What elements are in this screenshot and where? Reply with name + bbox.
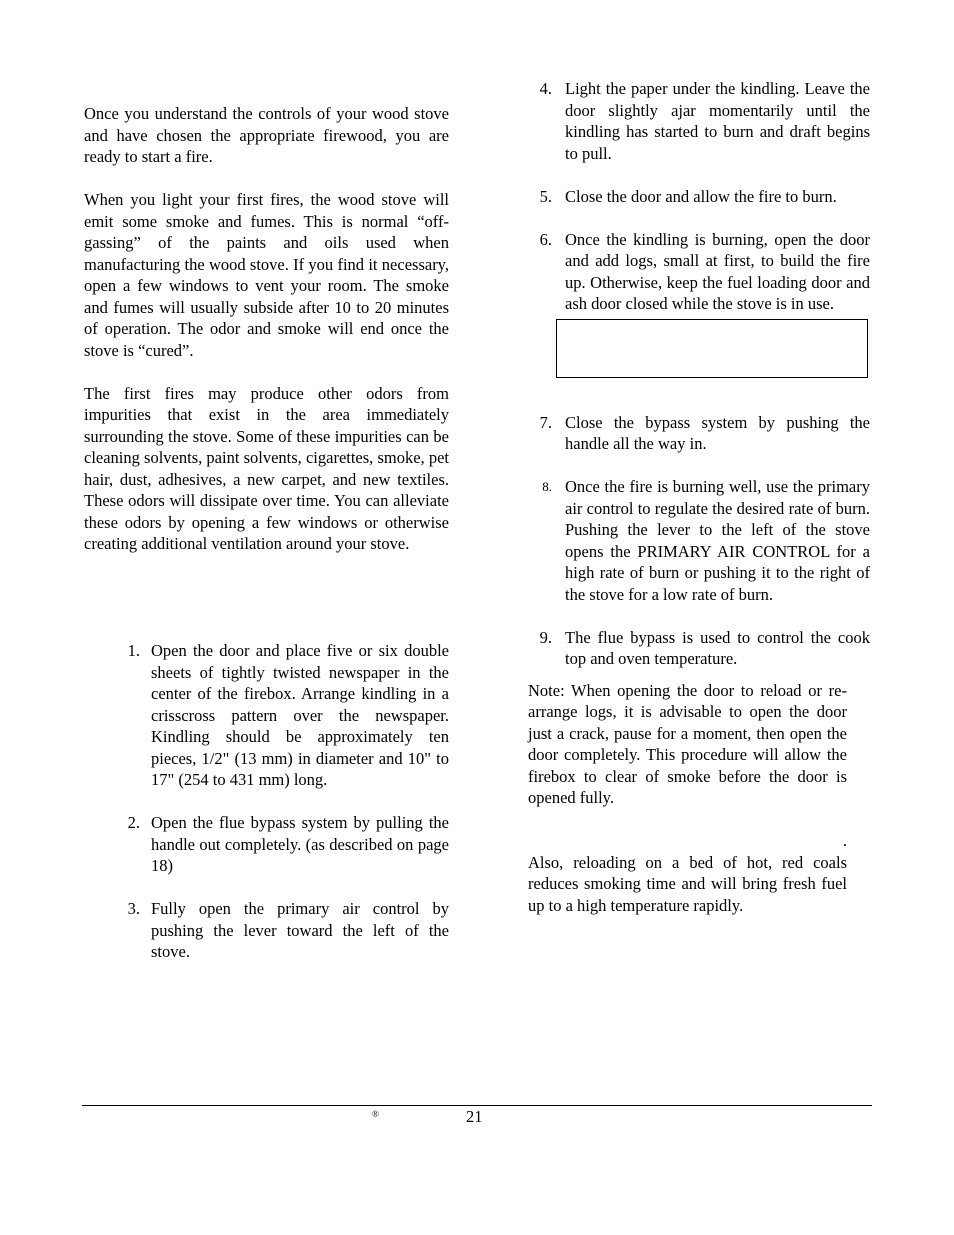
step-number: 8. [542, 479, 552, 494]
step-text: Light the paper under the kindling. Leave the door slightly ajar momentarily until the kindling has started to burn and draft begins to pull. [565, 79, 870, 163]
step-text: Close the bypass system by pushing the handle all the way in. [565, 412, 870, 453]
closing-paragraph: Also, reloading on a bed of hot, red coals reduces smoking time and will bring fresh fuel up to a high temperature rapidly. [528, 852, 847, 915]
page-number: 21 [466, 1107, 483, 1126]
step-number: 3. [127, 899, 140, 918]
step-text: Once the kindling is burning, open the door and add logs, small at first, to build the fire up. Otherwise, keep the fuel loading door and ash door closed while the stove is in use. [565, 229, 870, 313]
step-number: 6. [539, 229, 552, 249]
steps-list-right-b [528, 412, 870, 670]
step-number: 9. [539, 627, 552, 647]
step-1 [84, 640, 449, 791]
odors-paragraph: The first fires may produce other odors from impurities that exist in the area immediately surrounding the stove. Some of these impurities can be cleaning solvents, paint solvents, cigarettes, smoke, pet hair, dust, adhesives, a new carpet, and new textiles. These odors will dissipate over time. You can alleviate these odors by opening a few windows or otherwise creating additional ventilation around your stove. [84, 383, 449, 553]
warning-box [556, 319, 868, 378]
step-text: Once the fire is burning well, use the primary air control to regulate the desired rate of burn. Pushing the lever to the left of the stove opens the PRIMARY AIR CONTROL for a high rate of burn or pushing it to the right of the stove for a low rate of burn. [565, 477, 870, 604]
step-9 [528, 627, 870, 670]
steps-list-right-a [528, 78, 870, 315]
step-text: Close the door and allow the fire to burn. [565, 186, 837, 206]
box-spacer [528, 378, 870, 412]
step-number: 2. [127, 813, 140, 832]
off-gassing-paragraph: When you light your first fires, the wood stove will emit some smoke and fumes. This is normal “off-gassing” of the paints and oils used when manufacturing the wood stove. If you find it necessary, open a few windows to vent your room. The smoke and fumes will usually subside after 10 to 20 minutes of operation. The odor and smoke will end once the stove is “cured”. [84, 190, 449, 360]
step-number: 1. [127, 641, 140, 660]
step-text: Fully open the primary air control by pushing the lever toward the left of the stove. [151, 899, 449, 961]
right-column [528, 78, 870, 916]
step-text: Open the flue bypass system by pulling the handle out completely. (as described on page 18) [151, 813, 449, 875]
registered-mark: ® [372, 1109, 379, 1119]
step-number: 7. [539, 412, 552, 432]
step-4 [528, 78, 870, 164]
step-6 [528, 229, 870, 315]
left-column [84, 103, 449, 984]
step-number: 4. [539, 79, 552, 98]
step-2 [84, 812, 449, 877]
trailing-dot: . [842, 831, 847, 850]
step-text: The flue bypass is used to control the cook top and oven temperature. [565, 627, 870, 668]
step-7 [528, 412, 870, 455]
step-text: Open the door and place five or six double sheets of tightly twisted newspaper in the center of the firebox. Arrange kindling in a crisscross pattern over the newspaper. Kindling should be approximately ten pieces, 1/2" (13 mm) in diameter and 10" to 17" (254 to 431 mm) long. [151, 641, 449, 789]
step-8 [528, 476, 870, 605]
step-3 [84, 898, 449, 963]
steps-list-left [84, 640, 449, 963]
heading-space [84, 576, 449, 640]
reload-note: Note: When opening the door to reload or re-arrange logs, it is advisable to open the door just a crack, pause for a moment, then open the door completely. This procedure will allow the firebox to clear of smoke before the door is opened fully. [528, 680, 847, 807]
step-5 [528, 186, 870, 208]
intro-paragraph: Once you understand the controls of your wood stove and have chosen the appropriate firewood, you are ready to start a fire. [84, 104, 449, 166]
step-number: 5. [539, 186, 552, 206]
footer-rule [82, 1105, 872, 1106]
